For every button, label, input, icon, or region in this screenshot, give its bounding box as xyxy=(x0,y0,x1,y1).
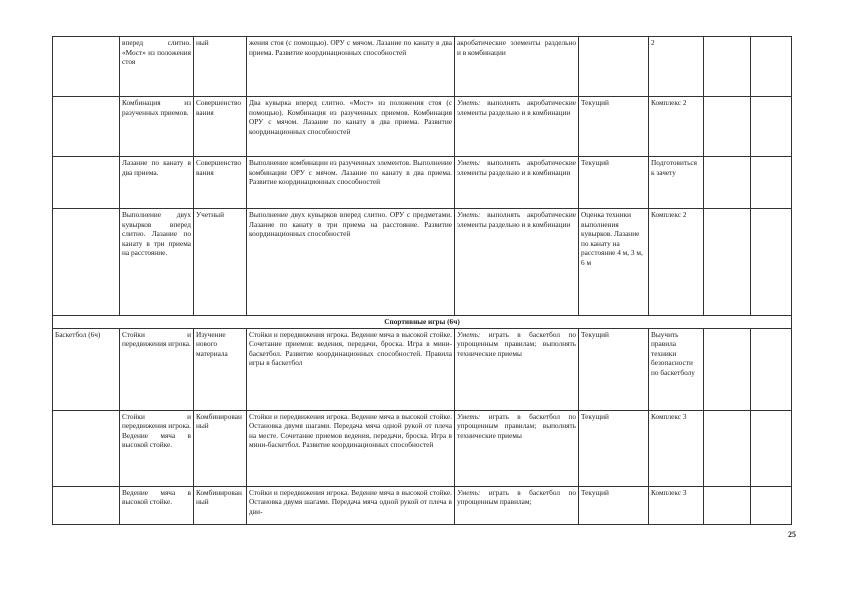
cell-requirements: акробатические элементы раздельно и в комбинации xyxy=(455,37,579,97)
cell-content: Два кувырка вперед слитно. «Мост» из положения стоя (с помощью). Комбинация из разученных приемов. Комбинация ОРУ с мячом. Лазание по канату в два приема. Развитие координационных способностей xyxy=(247,97,455,157)
cell-section xyxy=(53,37,120,97)
cell-date-plan xyxy=(704,97,751,157)
cell-requirements: Уметь: играть в баскетбол по упрощенным правилам; выполнять технические приемы xyxy=(455,328,579,410)
cell-section xyxy=(53,97,120,157)
cell-control: Текущий xyxy=(579,157,649,209)
table-row xyxy=(53,37,792,97)
cell-date-fact xyxy=(751,209,792,316)
cell-date-fact xyxy=(751,37,792,97)
cell-date-fact xyxy=(751,410,792,486)
cell-homework: 2 xyxy=(649,37,704,97)
cell-topic: Ведение мяча в высокой стойке. xyxy=(120,486,194,524)
cell-homework: Выучить правила техники безопасности по баскетболу xyxy=(649,328,704,410)
cell-topic: Стойки и передвижения игрока. xyxy=(120,328,194,410)
cell-content: Стойки и передвижения игрока. Ведение мяча в высокой стойке. Остановка двумя шагами. Передача мяча одной рукой от плеча в дви- xyxy=(247,486,455,524)
cell-lesson-type: Учетный xyxy=(194,209,247,316)
cell-date-fact xyxy=(751,97,792,157)
cell-content: Стойки и передвижения игрока. Ведение мяча в высокой стойке. Сочетание приемов: ведения, передачи, броска. Игра в мини-баскетбол. Развитие координационных способностей. Правила игры в баскетбол xyxy=(247,328,455,410)
cell-requirements: Уметь: играть в баскетбол по упрощенным правилам; выполнять технические приемы xyxy=(455,410,579,486)
cell-topic: Комбинация из разученных приемов. xyxy=(120,97,194,157)
cell-homework: Комплекс 3 xyxy=(649,486,704,524)
cell-date-plan xyxy=(704,209,751,316)
section-title: Спортивные игры (6ч) xyxy=(53,316,792,329)
cell-lesson-type: Совершенствования xyxy=(194,157,247,209)
cell-date-plan xyxy=(704,157,751,209)
cell-content: Выполнение двух кувырков вперед слитно. ОРУ с предметами. Лазание по канату в три приема на расстояние. Развитие координационных способностей xyxy=(247,209,455,316)
cell-requirements: Уметь: выполнять акробатические элементы раздельно и в комбинации xyxy=(455,157,579,209)
cell-control: Текущий xyxy=(579,410,649,486)
cell-content: Стойки и передвижения игрока. Ведение мяча в высокой стойке. Остановка двумя шагами. Передача мяча одной рукой от плеча на месте. Сочетание приемов ведения, передачи, броска. Игра в мини-баскетбол. Развитие координационных способностей xyxy=(247,410,455,486)
cell-section xyxy=(53,486,120,524)
cell-section: Баскетбол (6ч) xyxy=(53,328,120,410)
cell-lesson-type: Комбинированный xyxy=(194,410,247,486)
cell-content: Выполнение комбинации из разученных элементов. Выполнение комбинации ОРУ с мячом. Лазание по канату в два приема. Развитие координационных способностей xyxy=(247,157,455,209)
cell-control: Текущий xyxy=(579,97,649,157)
cell-control xyxy=(579,37,649,97)
cell-content: жения стоя (с помощью). ОРУ с мячом. Лазание по канату в два приема. Развитие координационных способностей xyxy=(247,37,455,97)
cell-requirements: Уметь: играть в баскетбол по упрощенным правилам; xyxy=(455,486,579,524)
cell-date-fact xyxy=(751,328,792,410)
cell-lesson-type: Комбинированный xyxy=(194,486,247,524)
cell-lesson-type: ный xyxy=(194,37,247,97)
cell-homework: Подготовиться к зачету xyxy=(649,157,704,209)
cell-requirements: Уметь: выполнять акробатические элементы раздельно и в комбинации xyxy=(455,97,579,157)
cell-topic: вперед слитно. «Мост» из положения стоя xyxy=(120,37,194,97)
section-header-row xyxy=(53,316,792,329)
table-row xyxy=(53,328,792,410)
cell-date-fact xyxy=(751,486,792,524)
cell-control: Текущий xyxy=(579,486,649,524)
cell-date-plan xyxy=(704,328,751,410)
cell-date-fact xyxy=(751,157,792,209)
table-row xyxy=(53,486,792,524)
table-row xyxy=(53,410,792,486)
cell-topic: Выполнение двух кувырков вперед слитно. Лазание по канату в три приема на расстояние. xyxy=(120,209,194,316)
cell-date-plan xyxy=(704,410,751,486)
table-row xyxy=(53,209,792,316)
cell-homework: Комплекс 2 xyxy=(649,209,704,316)
cell-topic: Лазание по канату в два приема. xyxy=(120,157,194,209)
cell-requirements: Уметь: выполнять акробатические элементы раздельно и в комбинации xyxy=(455,209,579,316)
table-row xyxy=(53,157,792,209)
cell-section xyxy=(53,410,120,486)
cell-homework: Комплекс 2 xyxy=(649,97,704,157)
page-number: 25 xyxy=(788,530,796,539)
lesson-plan-table xyxy=(52,36,792,525)
cell-control: Текущий xyxy=(579,328,649,410)
cell-lesson-type: Изучение нового материала xyxy=(194,328,247,410)
cell-section xyxy=(53,209,120,316)
cell-lesson-type: Совершенствования xyxy=(194,97,247,157)
cell-date-plan xyxy=(704,486,751,524)
cell-topic: Стойки и передвижения игрока. Ведение мяча в высокой стойке. xyxy=(120,410,194,486)
cell-section xyxy=(53,157,120,209)
table-row xyxy=(53,97,792,157)
cell-date-plan xyxy=(704,37,751,97)
cell-control: Оценка техники выполнения кувырков. Лазание по канату на расстояние 4 м, 3 м, 6 м xyxy=(579,209,649,316)
cell-homework: Комплекс 3 xyxy=(649,410,704,486)
